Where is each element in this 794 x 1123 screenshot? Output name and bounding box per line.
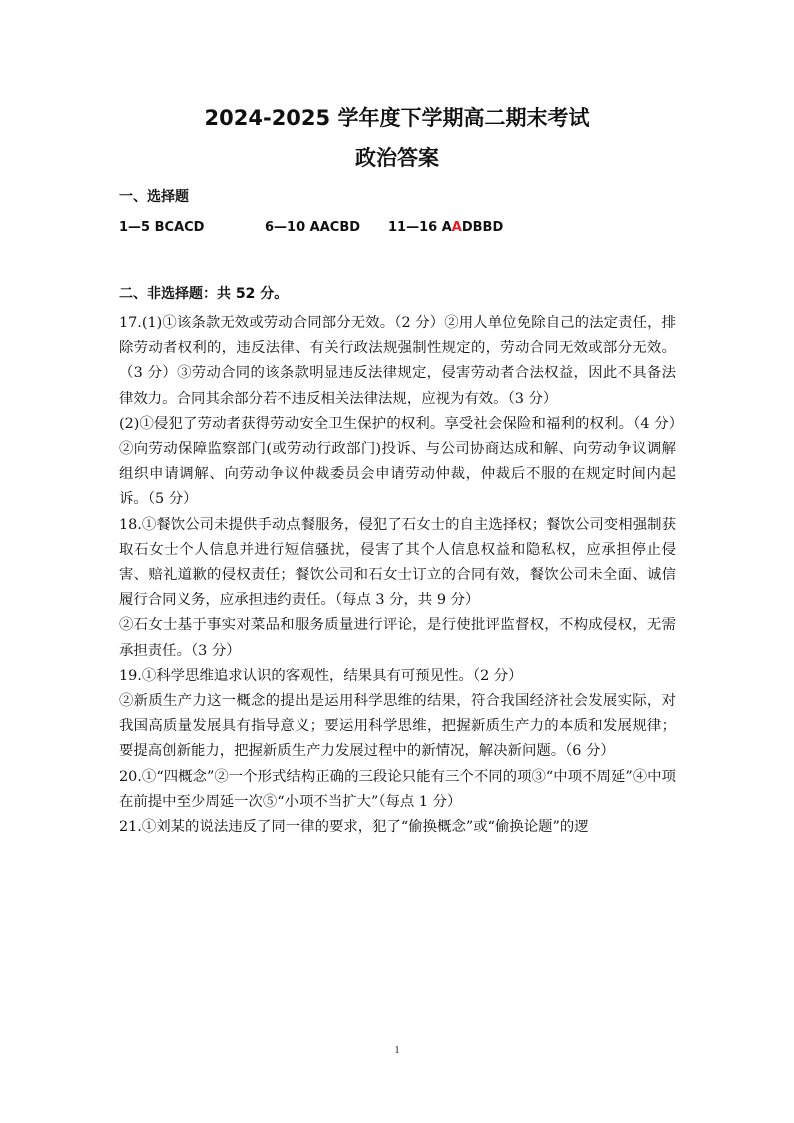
answer-paragraph: 17.(1)①该条款无效或劳动合同部分无效。（2 分）②用人单位免除自己的法定责任，排除劳动者权利的，违反法律、有关行政法规强制性规定的，劳动合同无效或部分无效。（3 分）③劳动合同的该条款明显违反法律规定，侵害劳动者合法权益，因此不具备法律效力。合同其余部分若不违反相关法律法规，应视为有效。（3 分） [119,315,676,407]
answer-paragraph: 21.①刘某的说法违反了同一律的要求，犯了“偷换概念”或“偷换论题”的逻 [119,819,589,836]
answer-letters: BCACD [154,220,205,235]
answer-paragraph: ②石女士基于事实对菜品和服务质量进行评论，是行使批评监督权，不构成侵权，无需承担责任。（3 分） [119,617,676,659]
answer-paragraph: 19.①科学思维追求认识的客观性，结果具有可预见性。（2 分） [119,667,523,684]
answer-letters: A [441,220,452,235]
answer-letter-highlight: A [451,220,462,235]
answer-paragraph: (2)①侵犯了劳动者获得劳动安全卫生保护的权利。享受社会保险和福利的权利。（4 分）②向劳动保障监察部门(或劳动行政部门)投诉、与公司协商达成和解、向劳动争议调解组织申请调解、向劳动争议仲裁委员会申请劳动仲裁，仲裁后不服的在规定时间内起诉。（5 分） [119,415,676,508]
answer-paragraph: ②新质生产力这一概念的提出是运用科学思维的结果，符合我国经济社会发展实际，对我国高质量发展具有指导意义；要运用科学思维，把握新质生产力的本质和发展规律；要提高创新能力，把握新质生产力发展过程中的新情况，解决新问题。（6 分） [119,693,676,760]
page-number: 1 [394,1045,400,1056]
answer-body [119,311,676,840]
answer-group [265,221,360,234]
document-title: 2024-2025 学年度下学期高二期末考试 [204,106,590,130]
answer-group [388,221,503,234]
document-subtitle: 政治答案 [355,146,439,170]
answer-range: 6—10 [265,220,306,235]
answer-paragraph: 20.①“四概念”②一个形式结构正确的三段论只能有三个不同的项③“中项不周延”④中项在前提中至少周延一次⑤“小项不当扩大”（每点 1 分） [119,768,676,810]
section-heading-choice: 一、选择题 [119,189,189,205]
answer-paragraph: 18.①餐饮公司未提供手动点餐服务，侵犯了石女士的自主选择权；餐饮公司变相强制获取石女士个人信息并进行短信骚扰，侵害了其个人信息权益和隐私权，应承担停止侵害、赔礼道歉的侵权责任；餐饮公司和石女士订立的合同有效，餐饮公司未全面、诚信履行合同义务，应承担违约责任。（每点 3 分，共 9 分） [119,516,676,609]
answer-range: 1—5 [119,220,151,235]
answer-range: 11—16 [388,220,438,235]
section-heading-nonchoice: 二、非选择题：共 52 分。 [119,286,289,302]
answer-letters: DBBD [461,220,504,235]
answer-letters: AACBD [309,220,361,235]
answer-group [119,221,204,234]
